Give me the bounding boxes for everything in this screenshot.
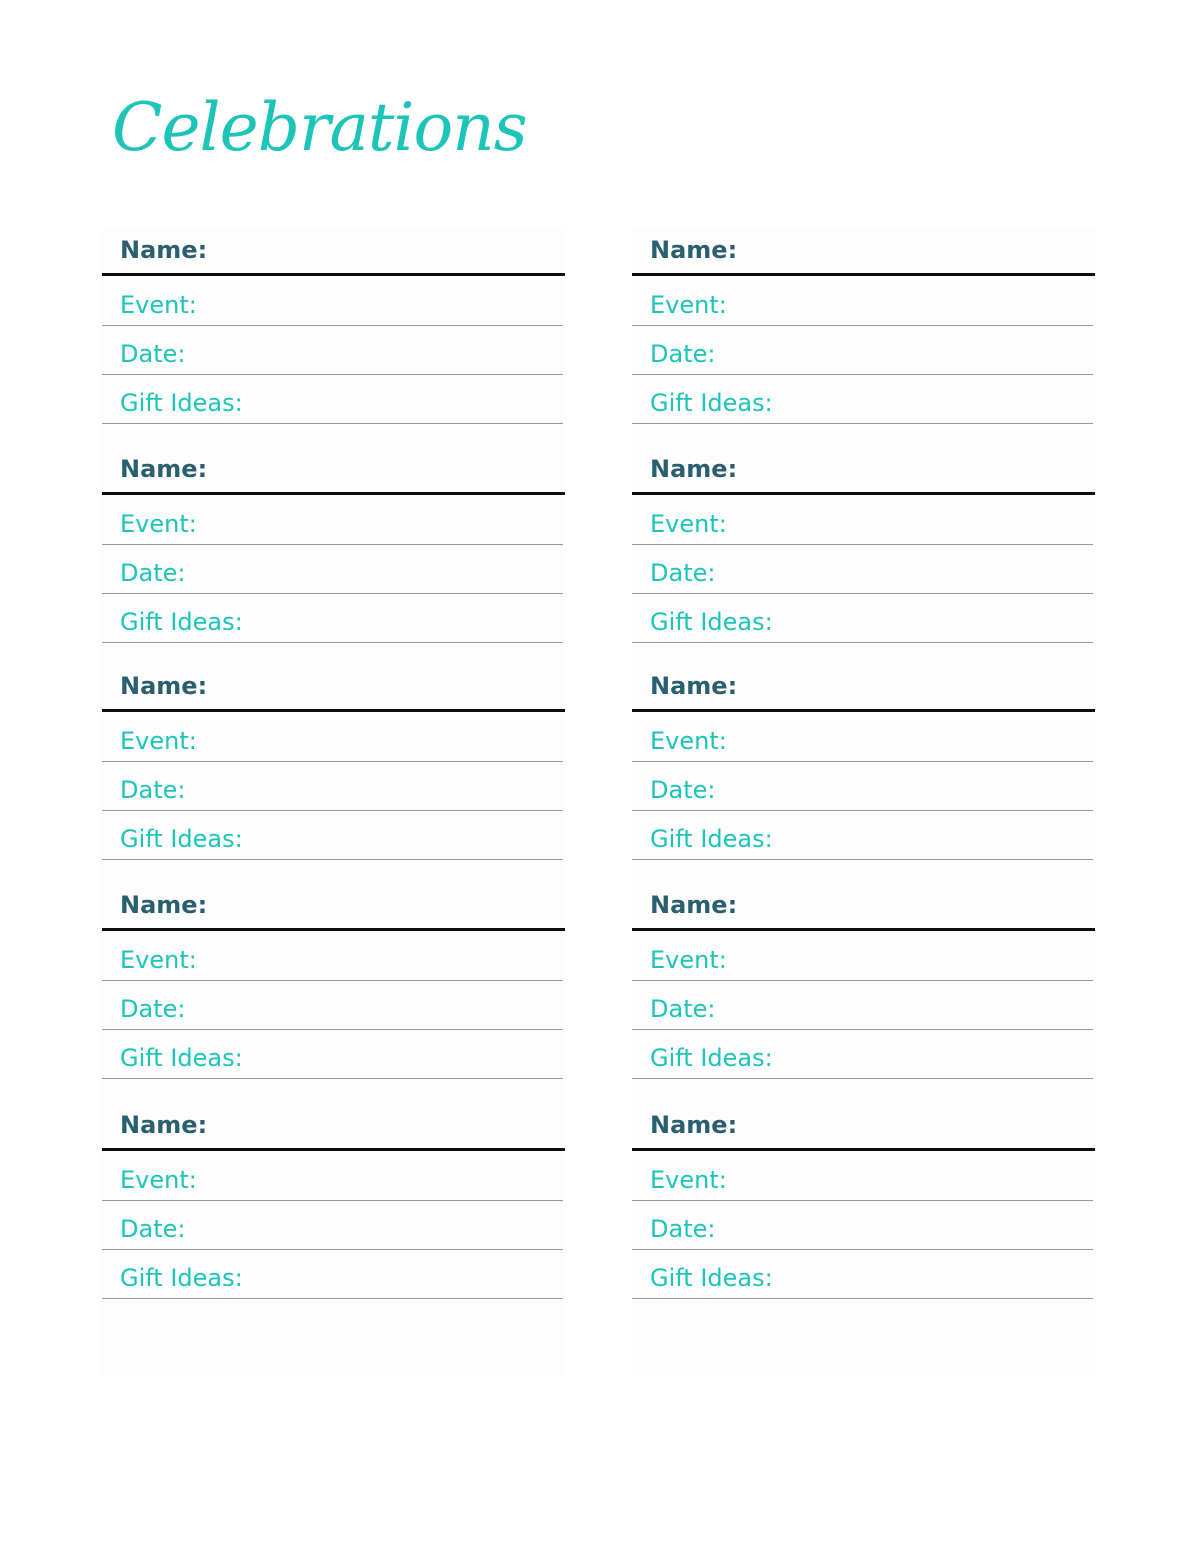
event-label: Event:	[120, 727, 197, 755]
name-label: Name:	[650, 1111, 738, 1139]
gift-ideas-field[interactable]	[632, 374, 1093, 424]
date-label: Date:	[120, 1215, 186, 1243]
gift-ideas-field[interactable]	[632, 1249, 1093, 1299]
event-field[interactable]	[102, 1151, 563, 1201]
date-label: Date:	[650, 776, 716, 804]
date-label: Date:	[120, 340, 186, 368]
celebration-entry-right-2	[632, 445, 1096, 642]
name-field[interactable]	[102, 881, 565, 931]
date-field[interactable]	[632, 980, 1093, 1030]
event-field[interactable]	[632, 1151, 1093, 1201]
date-field[interactable]	[632, 544, 1093, 594]
name-field[interactable]	[102, 662, 565, 712]
event-label: Event:	[120, 510, 197, 538]
gift-ideas-label: Gift Ideas:	[120, 608, 243, 636]
name-field[interactable]	[632, 1101, 1095, 1151]
celebration-entry-right-3	[632, 662, 1096, 859]
gift-ideas-label: Gift Ideas:	[650, 389, 773, 417]
event-label: Event:	[120, 946, 197, 974]
event-field[interactable]	[102, 712, 563, 762]
gift-ideas-field[interactable]	[102, 374, 563, 424]
celebrations-column-left	[102, 226, 566, 1376]
date-field[interactable]	[102, 980, 563, 1030]
name-field[interactable]	[102, 445, 565, 495]
date-field[interactable]	[632, 1200, 1093, 1250]
gift-ideas-label: Gift Ideas:	[120, 389, 243, 417]
celebration-entry-left-3	[102, 662, 566, 859]
gift-ideas-label: Gift Ideas:	[650, 608, 773, 636]
event-label: Event:	[650, 1166, 727, 1194]
date-label: Date:	[650, 995, 716, 1023]
gift-ideas-field[interactable]	[102, 593, 563, 643]
name-label: Name:	[120, 1111, 208, 1139]
gift-ideas-label: Gift Ideas:	[650, 825, 773, 853]
event-field[interactable]	[632, 495, 1093, 545]
event-label: Event:	[650, 510, 727, 538]
gift-ideas-label: Gift Ideas:	[120, 825, 243, 853]
gift-ideas-field[interactable]	[102, 810, 563, 860]
event-label: Event:	[120, 1166, 197, 1194]
date-field[interactable]	[632, 325, 1093, 375]
gift-ideas-field[interactable]	[632, 593, 1093, 643]
gift-ideas-field[interactable]	[102, 1029, 563, 1079]
date-label: Date:	[120, 776, 186, 804]
date-label: Date:	[120, 995, 186, 1023]
event-field[interactable]	[102, 931, 563, 981]
celebration-entry-right-5	[632, 1101, 1096, 1298]
name-field[interactable]	[102, 1101, 565, 1151]
name-field[interactable]	[102, 226, 565, 276]
celebration-entry-left-2	[102, 445, 566, 642]
date-label: Date:	[650, 340, 716, 368]
page-title: Celebrations	[112, 89, 527, 166]
event-field[interactable]	[102, 276, 563, 326]
gift-ideas-label: Gift Ideas:	[650, 1044, 773, 1072]
celebration-entry-right-4	[632, 881, 1096, 1078]
name-field[interactable]	[632, 445, 1095, 495]
celebrations-column-right	[632, 226, 1096, 1376]
name-label: Name:	[120, 672, 208, 700]
gift-ideas-label: Gift Ideas:	[120, 1044, 243, 1072]
date-field[interactable]	[102, 544, 563, 594]
event-field[interactable]	[632, 712, 1093, 762]
name-label: Name:	[120, 455, 208, 483]
date-label: Date:	[650, 559, 716, 587]
gift-ideas-label: Gift Ideas:	[120, 1264, 243, 1292]
name-label: Name:	[650, 891, 738, 919]
date-label: Date:	[650, 1215, 716, 1243]
date-field[interactable]	[102, 1200, 563, 1250]
gift-ideas-field[interactable]	[632, 810, 1093, 860]
celebration-entry-left-5	[102, 1101, 566, 1298]
event-field[interactable]	[632, 931, 1093, 981]
date-field[interactable]	[102, 325, 563, 375]
gift-ideas-label: Gift Ideas:	[650, 1264, 773, 1292]
date-field[interactable]	[632, 761, 1093, 811]
name-label: Name:	[650, 672, 738, 700]
gift-ideas-field[interactable]	[632, 1029, 1093, 1079]
name-label: Name:	[120, 891, 208, 919]
name-field[interactable]	[632, 881, 1095, 931]
celebration-entry-left-4	[102, 881, 566, 1078]
event-label: Event:	[650, 946, 727, 974]
name-field[interactable]	[632, 662, 1095, 712]
event-label: Event:	[650, 291, 727, 319]
date-label: Date:	[120, 559, 186, 587]
date-field[interactable]	[102, 761, 563, 811]
event-label: Event:	[650, 727, 727, 755]
celebration-entry-left-1	[102, 226, 566, 423]
name-label: Name:	[650, 236, 738, 264]
name-label: Name:	[650, 455, 738, 483]
event-field[interactable]	[102, 495, 563, 545]
name-field[interactable]	[632, 226, 1095, 276]
name-label: Name:	[120, 236, 208, 264]
gift-ideas-field[interactable]	[102, 1249, 563, 1299]
event-field[interactable]	[632, 276, 1093, 326]
celebration-entry-right-1	[632, 226, 1096, 423]
event-label: Event:	[120, 291, 197, 319]
